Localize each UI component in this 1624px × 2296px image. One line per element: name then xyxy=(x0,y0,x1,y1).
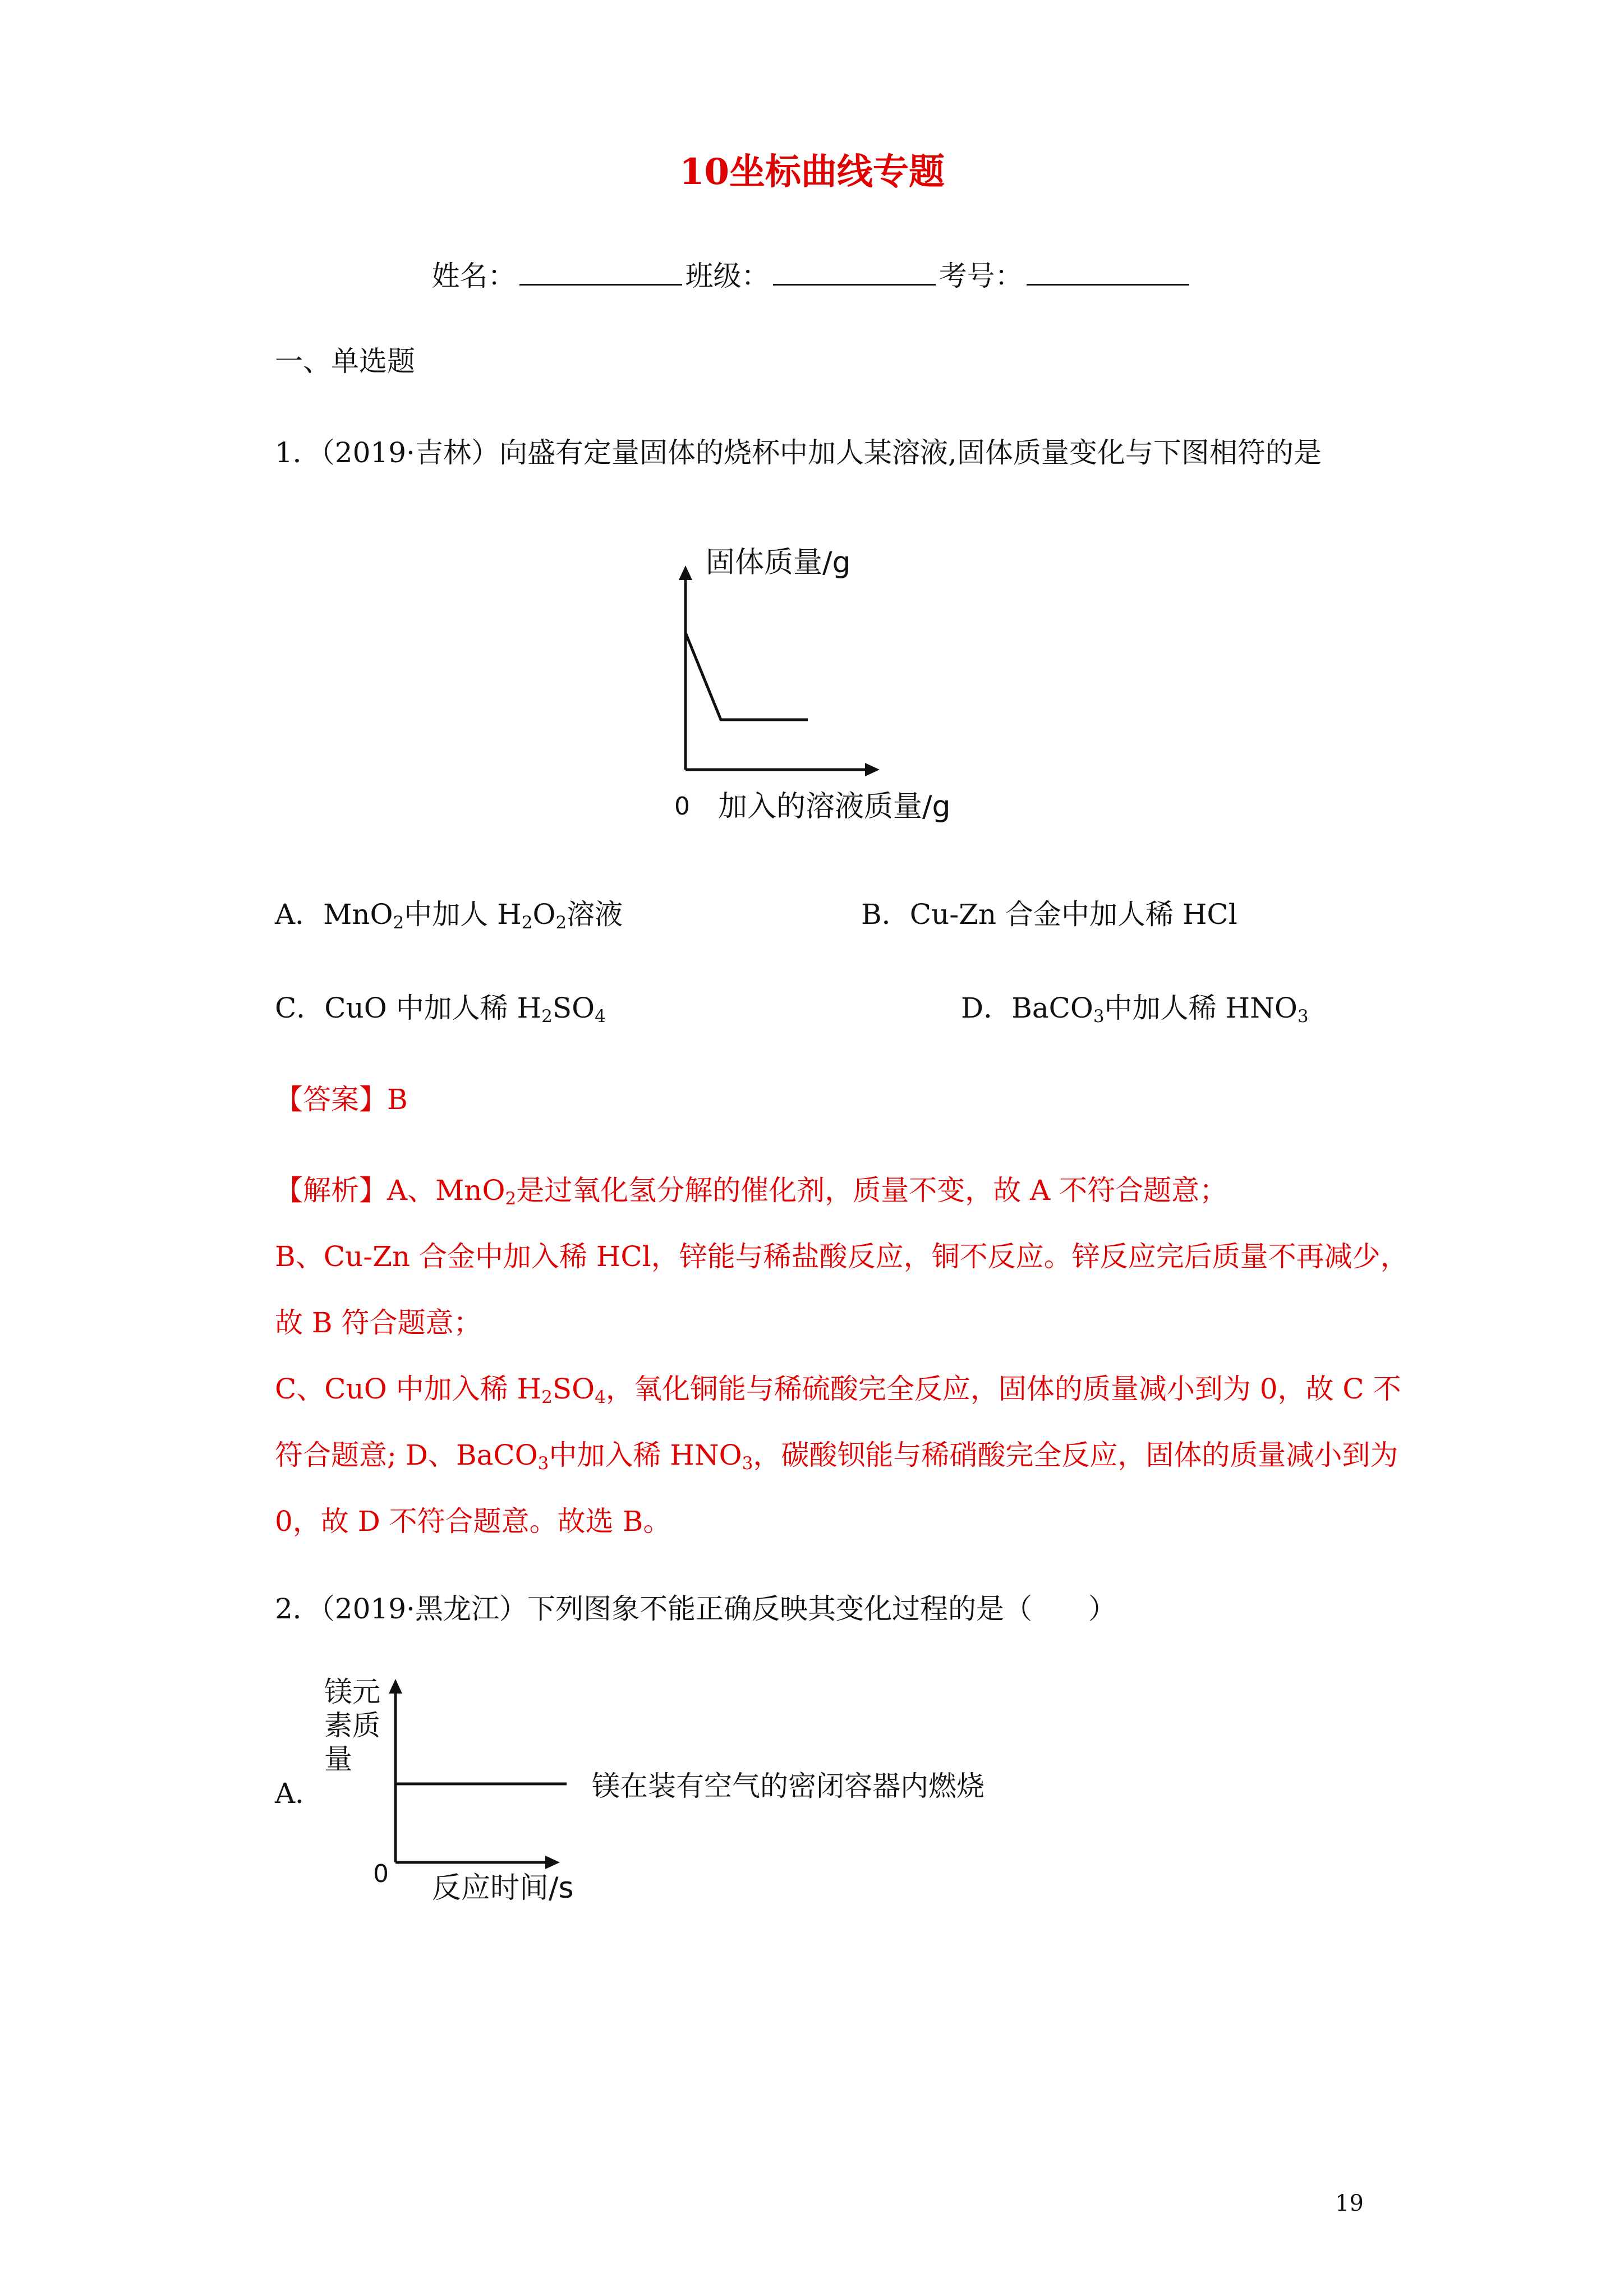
q1-analysis-line-2: B、Cu-Zn 合金中加入稀 HCl，锌能与稀盐酸反应，铜不反应。锌反应完后质量不再减少， xyxy=(275,1240,1409,1273)
q2-option-a-caption: 镁在装有空气的密闭容器内燃烧 xyxy=(592,1770,984,1802)
q1-option-c[interactable]: C．CuO 中加人稀 $H_2SO_4$ xyxy=(275,992,606,1027)
q1-option-a[interactable]: A．MnO$_2$中加人 $H_2O_2$溶液 xyxy=(275,898,623,933)
q1-option-b[interactable]: B．Cu-Zn 合金中加人稀 HCl xyxy=(861,898,1237,931)
class-label: 班级： xyxy=(685,260,770,292)
q2-origin-label: 0 xyxy=(373,1860,389,1888)
q1-x-axis-arrow xyxy=(865,763,880,776)
q1-stem: 1．（2019·吉林）向盛有定量固体的烧杯中加人某溶液,固体质量变化与下图相符的是 xyxy=(275,436,1322,469)
q1-analysis-line-1: 【解析】A、MnO$_2$是过氧化氢分解的催化剂，质量不变，故 A 不符合题意； xyxy=(275,1174,1228,1209)
q1-option-d[interactable]: D．BaCO$_3$中加人稀 $HNO_3$ xyxy=(961,992,1309,1027)
q2-y-label-line-1: 镁元 xyxy=(324,1676,380,1708)
q1-origin-label: 0 xyxy=(674,792,690,821)
q2-x-axis-arrow xyxy=(545,1856,560,1869)
name-label: 姓名： xyxy=(431,260,516,292)
q2-y-label-line-3: 量 xyxy=(324,1743,352,1775)
q2-y-axis-arrow xyxy=(389,1679,402,1694)
q1-curve xyxy=(686,633,808,720)
q1-answer: 【答案】B xyxy=(275,1083,408,1116)
section-heading: 一、单选题 xyxy=(275,345,415,378)
q2-y-label-line-2: 素质 xyxy=(324,1709,380,1742)
q2-option-a-letter: A． xyxy=(275,1777,324,1810)
q1-analysis-line-5: 符合题意; D、BaCO$_3$中加入稀 $HNO_3$，碳酸钡能与稀硝酸完全反应，固体的质量减小到为 xyxy=(275,1439,1398,1474)
class-blank[interactable] xyxy=(773,259,936,286)
q1-y-axis-label: 固体质量/g xyxy=(706,546,851,579)
q2-option-a-graph xyxy=(314,1669,606,1910)
q1-y-axis-arrow xyxy=(679,565,692,580)
page-number: 19 xyxy=(1335,2191,1364,2216)
q2-stem: 2．（2019·黑龙江）下列图象不能正确反映其变化过程的是（ ） xyxy=(275,1593,1116,1625)
page-title: 10坐标曲线专题 xyxy=(679,151,945,193)
q1-graph xyxy=(662,539,965,830)
student-info-line xyxy=(0,254,1624,294)
q1-x-axis-label: 加入的溶液质量/g xyxy=(718,790,951,823)
q1-analysis-line-4: C、CuO 中加入稀 $H_2SO_4$，氧化铜能与稀硫酸完全反应，固体的质量减小到为 0，故 C 不 xyxy=(275,1373,1401,1407)
exam-number-label: 考号： xyxy=(938,260,1023,292)
name-blank[interactable] xyxy=(519,259,682,286)
q1-analysis-line-3: 故 B 符合题意； xyxy=(275,1306,482,1339)
q2-x-axis-label: 反应时间/s xyxy=(432,1871,574,1905)
exam-number-blank[interactable] xyxy=(1027,259,1189,286)
q1-analysis-line-6: 0，故 D 不符合题意。故选 B。 xyxy=(275,1505,671,1538)
